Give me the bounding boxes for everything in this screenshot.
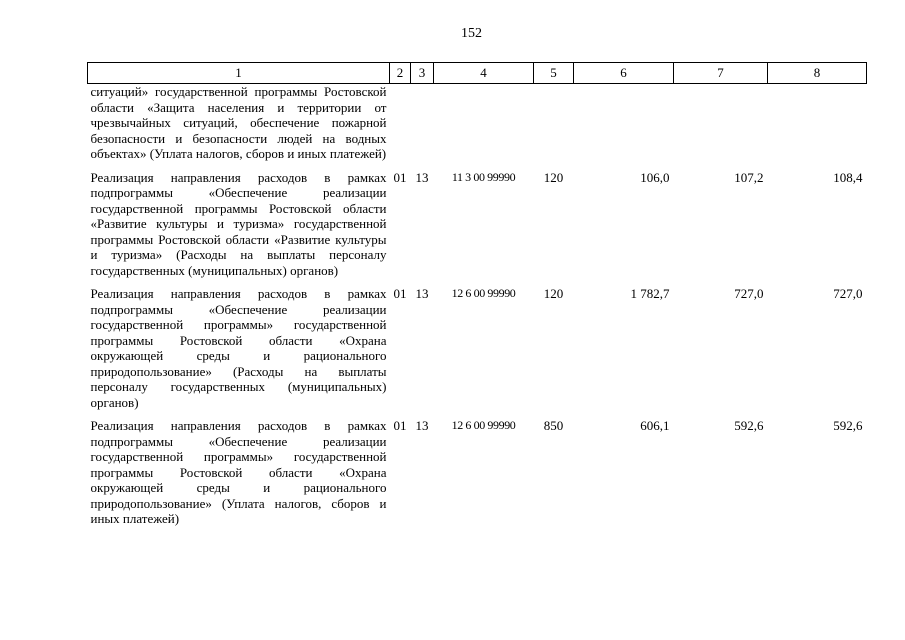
row-amount-col8: 727,0 [833,286,863,301]
row-target-code [434,84,534,162]
row-amount-col6: 106,0 [640,169,670,185]
column-header-2: 2 [390,63,411,84]
row-name: Реализация направления расходов в рамках подпрограммы «Обеспечение реализации государственной программы» государственной программы Ростовской области «Охрана окружающей среды и рационального природопользование» (Расходы на выплаты персоналу государственных (муниципальных) органов) [90,286,387,410]
row-amount-col7 [674,84,768,162]
row-expense-type: 850 [543,418,564,433]
row-target-code: 12 6 00 99990 [451,286,516,300]
column-header-7: 7 [674,63,768,84]
page-number: 152 [461,26,482,41]
row-target-code: 11 3 00 99990 [451,169,516,184]
row-amount-col6 [574,84,674,162]
row-subsection: 13 [415,286,429,301]
row-subsection [411,84,434,162]
row-section: 01 [393,286,407,301]
row-amount-col7: 727,0 [734,286,764,301]
row-name: Реализация направления расходов в рамках подпрограммы «Обеспечение реализации государственной программы Ростовской области «Развитие культуры и туризма» государственной программы Ростовской области «Развитие культуры и туризма» (Расходы на выплаты персоналу государственных (муниципальных) органов) [90,169,387,278]
table-row [88,410,867,527]
table-row [88,162,867,279]
row-expense-type [534,84,574,162]
column-header-4: 4 [434,63,534,84]
column-header-5: 5 [534,63,574,84]
row-amount-col8 [768,84,867,162]
column-header-8: 8 [768,63,867,84]
row-amount-col7: 107,2 [734,169,764,185]
row-amount-col7: 592,6 [734,418,764,433]
row-amount-col6: 606,1 [640,418,670,433]
table-header-row [88,63,867,84]
row-expense-type: 120 [543,286,564,301]
column-header-3: 3 [411,63,434,84]
table-row [88,84,867,162]
table-row [88,278,867,410]
row-amount-col8: 108,4 [833,169,863,185]
row-section [390,84,411,162]
row-expense-type: 120 [543,169,564,185]
row-section: 01 [393,169,407,185]
row-name: Реализация направления расходов в рамках подпрограммы «Обеспечение реализации государственной программы» государственной программы Ростовской области «Охрана окружающей среды и рационального природопользование» (Уплата налогов, сборов и иных платежей) [90,418,387,526]
row-section: 01 [393,418,407,433]
row-subsection: 13 [415,418,429,433]
row-amount-col8: 592,6 [833,418,863,433]
row-amount-col6: 1 782,7 [630,286,670,301]
row-subsection: 13 [415,169,429,185]
row-target-code: 12 6 00 99990 [451,418,516,432]
column-header-6: 6 [574,63,674,84]
row-name: ситуаций» государственной программы Ростовской области «Защита населения и территории от чрезвычайных ситуаций, обеспечение пожарной безопасности и безопасности людей на водных объектах» (Уплата налогов, сборов и иных платежей) [90,84,387,161]
column-header-1: 1 [88,63,390,84]
budget-table [87,62,867,527]
